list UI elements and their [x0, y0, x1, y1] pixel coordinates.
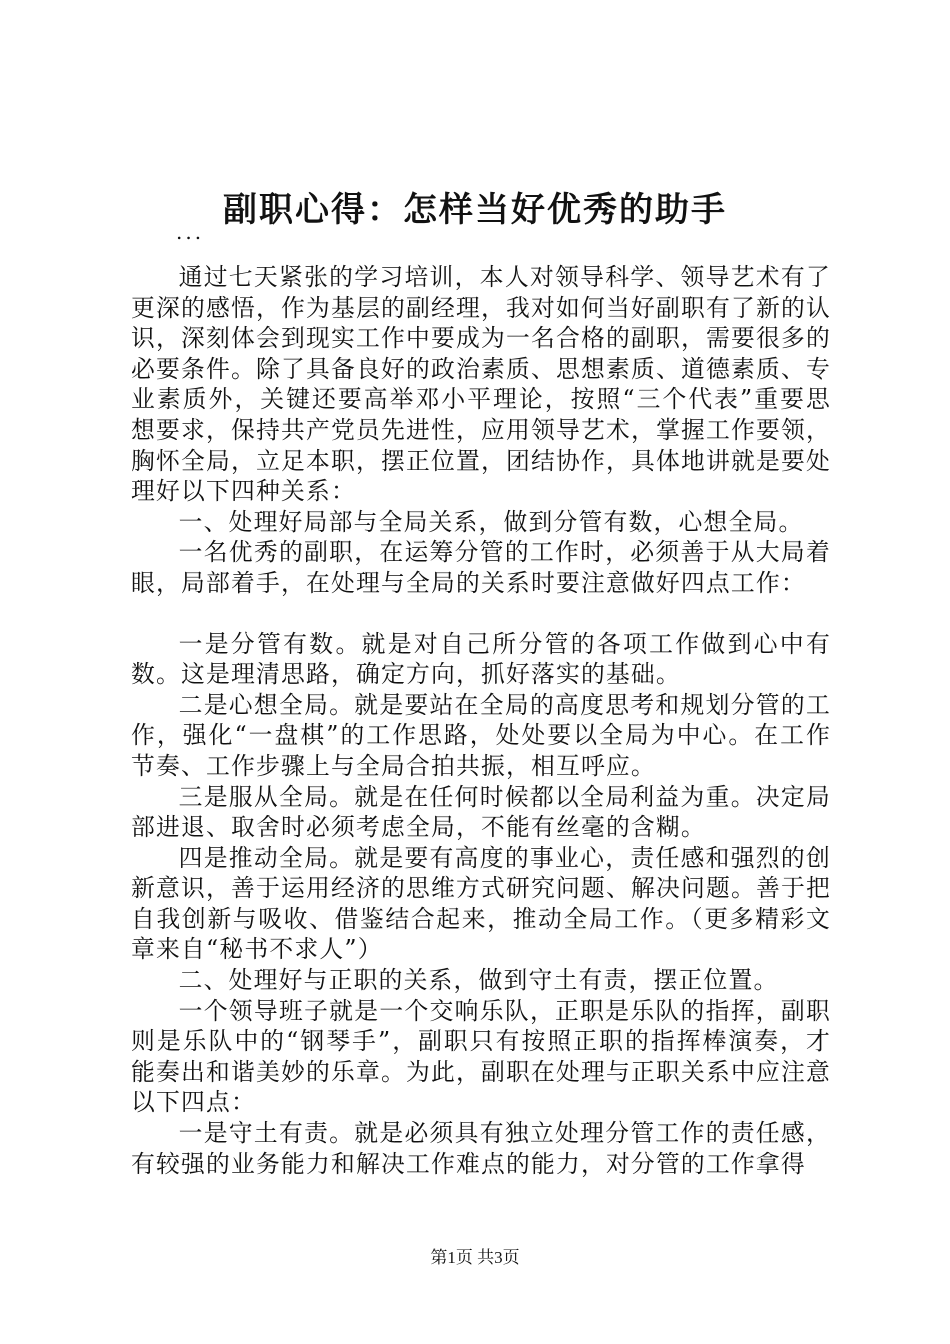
paragraph-section-1-intro: 一名优秀的副职，在运筹分管的工作时，必须善于从大局着眼，局部着手，在处理与全局的关系时要注意做好四点工作：	[131, 538, 831, 597]
paragraph-section-2-point-1: 一是守土有责。就是必须具有独立处理分管工作的责任感，有较强的业务能力和解决工作难点的能力，对分管的工作拿得	[131, 1119, 831, 1178]
paragraph-point-1: 一是分管有数。就是对自己所分管的各项工作做到心中有数。这是理清思路，确定方向，抓好落实的基础。	[131, 629, 831, 689]
section-heading-1: 一、处理好局部与全局关系，做到分管有数，心想全局。	[178, 507, 804, 536]
paragraph-point-4: 四是推动全局。就是要有高度的事业心，责任感和强烈的创新意识，善于运用经济的思维方式研究问题、解决问题。善于把自我创新与吸收、借鉴结合起来，推动全局工作。（更多精彩文章来自“秘书不求人”）	[131, 843, 831, 964]
document-body	[131, 262, 831, 1179]
paragraph-point-3: 三是服从全局。就是在任何时候都以全局利益为重。决定局部进退、取舍时必须考虑全局，不能有丝毫的含糊。	[131, 782, 831, 842]
paragraph-section-2-intro: 一个领导班子就是一个交响乐队，正职是乐队的指挥，副职则是乐队中的“钢琴手”，副职只有按照正职的指挥棒演奏，才能奏出和谐美妙的乐章。为此，副职在处理与正职关系中应注意以下四点：	[131, 996, 831, 1117]
ellipsis-marker: ...	[176, 220, 205, 244]
section-heading-2: 二、处理好与正职的关系，做到守土有责，摆正位置。	[178, 966, 779, 995]
paragraph-point-2: 二是心想全局。就是要站在全局的高度思考和规划分管的工作，强化“一盘棋”的工作思路，处处要以全局为中心。在工作节奏、工作步骤上与全局合拍共振，相互呼应。	[131, 690, 831, 780]
paragraph-intro: 通过七天紧张的学习培训，本人对领导科学、领导艺术有了更深的感悟，作为基层的副经理，我对如何当好副职有了新的认识，深刻体会到现实工作中要成为一名合格的副职，需要很多的必要条件。除了具备良好的政治素质、思想素质、道德素质、专业素质外，关键还要高举邓小平理论，按照“三个代表”重要思想要求，保持共产党员先进性，应用领导艺术，掌握工作要领，胸怀全局，立足本职，摆正位置，团结协作，具体地讲就是要处理好以下四种关系：	[131, 263, 831, 506]
document-title: 副职心得：怎样当好优秀的助手	[223, 190, 727, 230]
page-footer: 第1页 共3页	[430, 1248, 520, 1267]
